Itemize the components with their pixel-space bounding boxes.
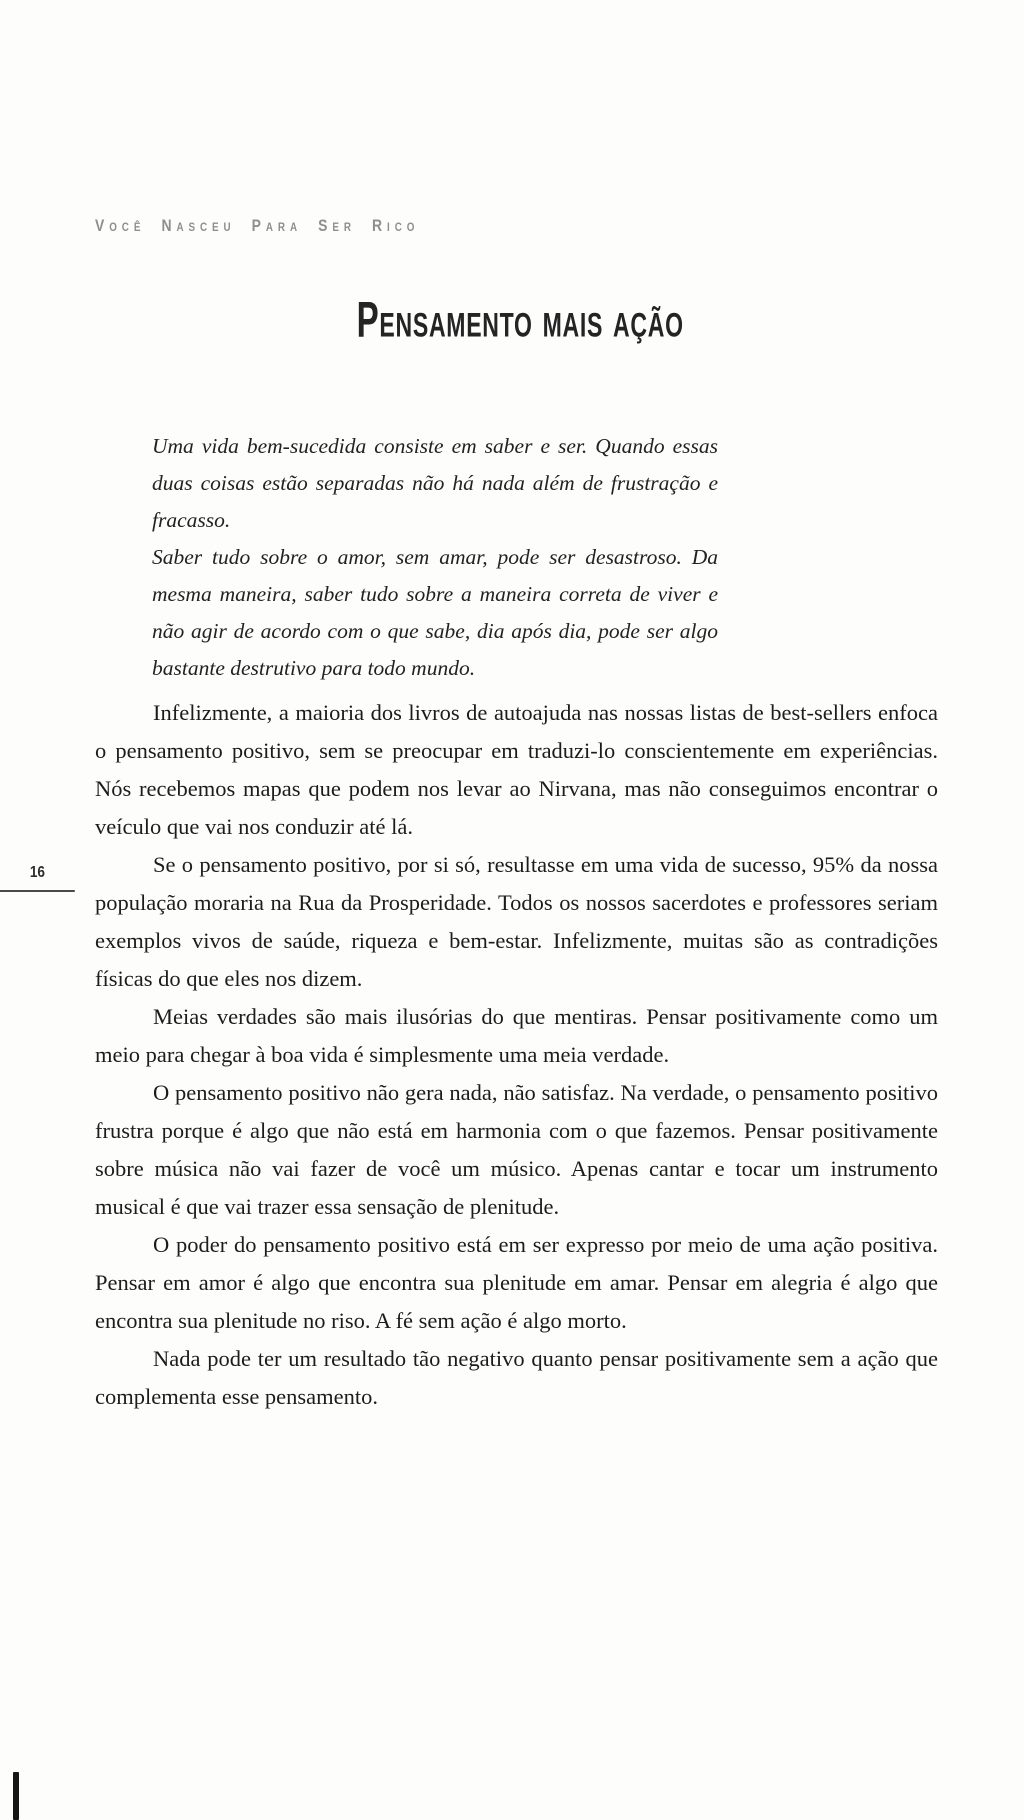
body-paragraph: Nada pode ter um resultado tão negativo quanto pensar positivamente sem a ação que complementa esse pensamento. — [95, 1346, 938, 1409]
body-paragraph: O poder do pensamento positivo está em ser expresso por meio de uma ação positiva. Pensar em amor é algo que encontra sua plenitude em amar. Pensar em alegria é algo que encontra sua plenitude no riso. A fé sem ação é algo morto. — [95, 1232, 938, 1333]
body-text-block — [95, 694, 938, 1416]
body-paragraph: Meias verdades são mais ilusórias do que mentiras. Pensar positivamente como um meio para chegar à boa vida é simplesmente uma meia verdade. — [95, 1004, 938, 1067]
scan-artifact-mark — [13, 1772, 19, 1820]
body-paragraph: Infelizmente, a maioria dos livros de autoajuda nas nossas listas de best-sellers enfoca o pensamento positivo, sem se preocupar em traduzi-lo conscientemente em experiências. Nós recebemos mapas que podem nos levar ao Nirvana, mas não conseguimos encontrar o veículo que vai nos conduzir até lá. — [95, 700, 938, 839]
epigraph-paragraph: Uma vida bem-sucedida consiste em saber e ser. Quando essas duas coisas estão separadas não há nada além de frustração e fracasso. — [152, 434, 718, 532]
chapter-title: Pensamento mais ação — [356, 290, 684, 348]
page-number: 16 — [0, 864, 75, 892]
epigraph-paragraph: Saber tudo sobre o amor, sem amar, pode ser desastroso. Da mesma maneira, saber tudo sobre a maneira correta de viver e não agir de acordo com o que sabe, dia após dia, pode ser algo bastante destrutivo para todo mundo. — [152, 545, 718, 680]
chapter-title-container — [95, 292, 945, 346]
epigraph-block — [152, 428, 718, 687]
body-paragraph: Se o pensamento positivo, por si só, resultasse em uma vida de sucesso, 95% da nossa população moraria na Rua da Prosperidade. Todos os nossos sacerdotes e professores seriam exemplos vivos de saúde, riqueza e bem-estar. Infelizmente, muitas são as contradições físicas do que eles nos dizem. — [95, 852, 938, 991]
running-head: Você Nasceu Para Ser Rico — [95, 216, 420, 235]
body-paragraph: O pensamento positivo não gera nada, não satisfaz. Na verdade, o pensamento positivo frustra porque é algo que não está em harmonia com o que fazemos. Pensar positivamente sobre música não vai fazer de você um músico. Apenas cantar e tocar um instrumento musical é que vai trazer essa sensação de plenitude. — [95, 1080, 938, 1219]
